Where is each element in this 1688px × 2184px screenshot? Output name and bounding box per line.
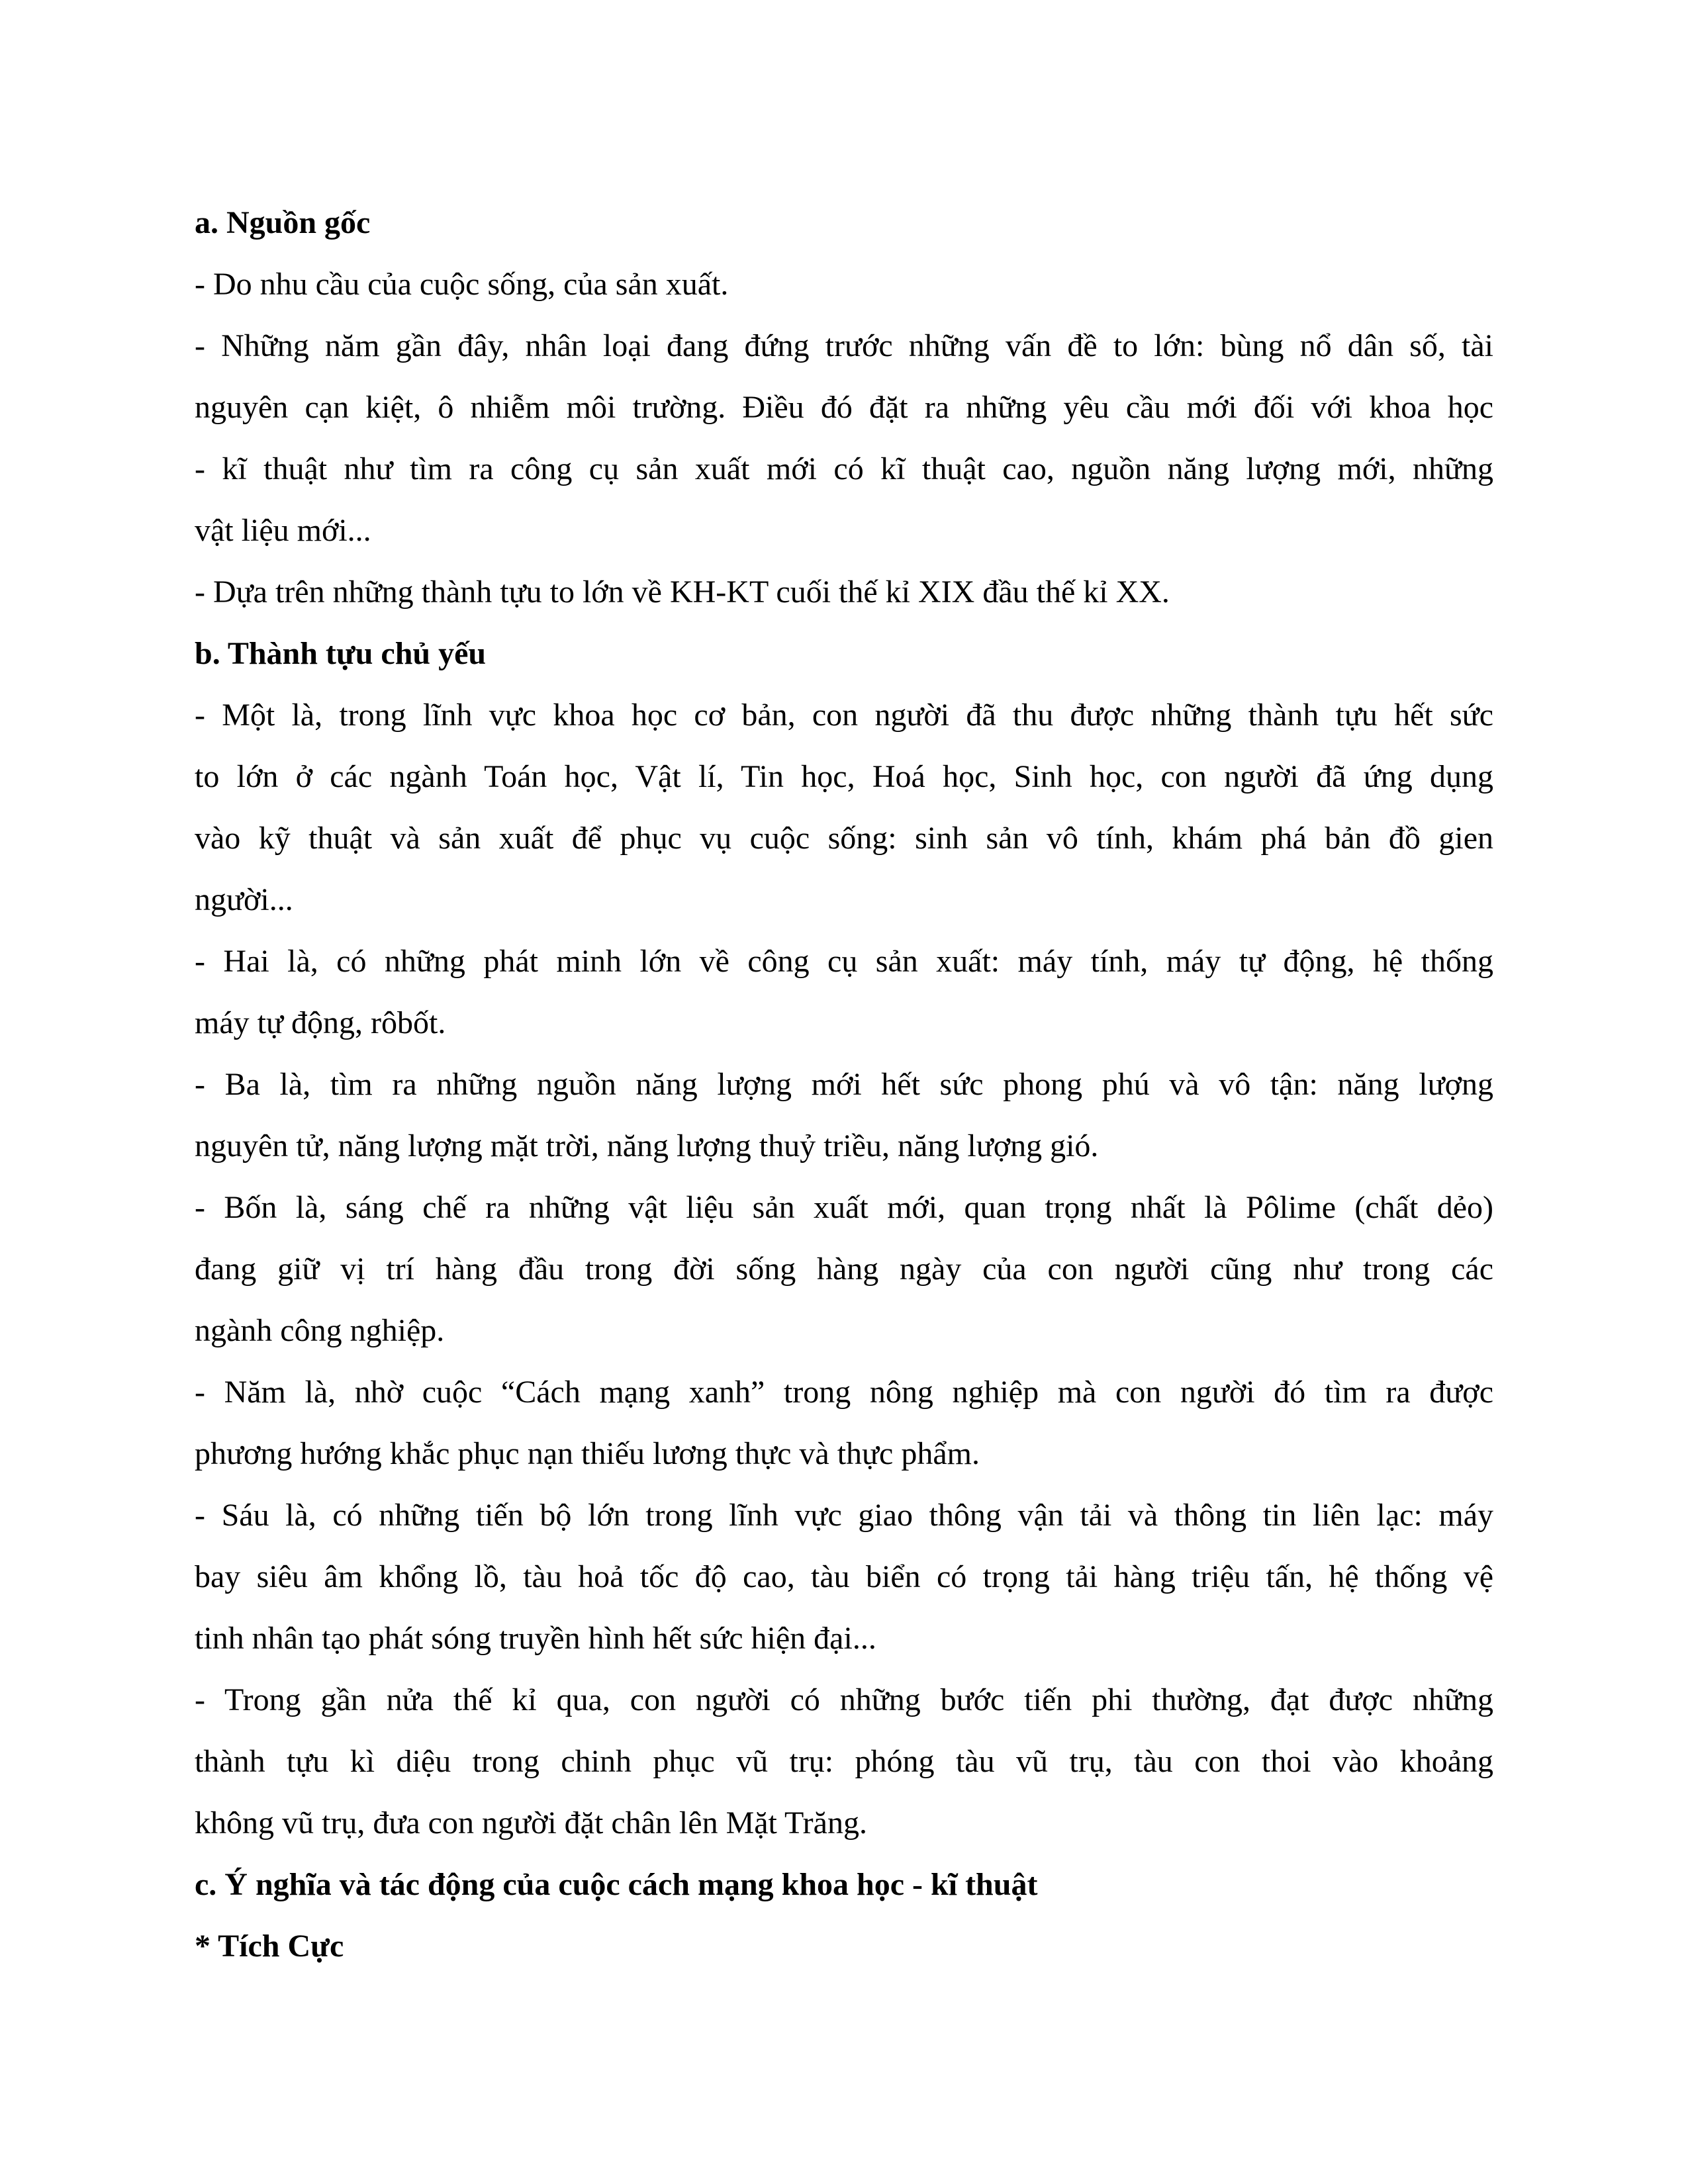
section-b-paragraph-4-line-3: ngành công nghiệp. [195,1313,445,1348]
section-b-paragraph-7-line-2: thành tựu kì diệu trong chinh phục vũ trụ: phóng tàu vũ trụ, tàu con thoi vào khoảng [195,1744,1493,1779]
section-b-heading: b. Thành tựu chủ yếu [195,636,487,671]
section-b-paragraph-4-line-1: - Bốn là, sáng chế ra những vật liệu sản xuất mới, quan trọng nhất là Pôlime (chất dẻo) [195,1190,1493,1225]
section-a-paragraph-3: - Dựa trên những thành tựu to lớn về KH-KT cuối thế kỉ XIX đầu thế kỉ XX. [195,574,1170,610]
section-b-paragraph-6-line-2: bay siêu âm khổng lồ, tàu hoả tốc độ cao, tàu biển có trọng tải hàng triệu tấn, hệ thống vệ [195,1559,1493,1594]
section-c-heading: c. Ý nghĩa và tác động của cuộc cách mạng khoa học - kĩ thuật [195,1867,1038,1902]
section-b-paragraph-1-line-3: vào kỹ thuật và sản xuất để phục vụ cuộc sống: sinh sản vô tính, khám phá bản đồ gien [195,821,1493,856]
section-b-paragraph-2-line-2: máy tự động, rôbốt. [195,1005,446,1040]
section-a-paragraph-2-line-4: vật liệu mới... [195,513,371,548]
section-c-subheading: * Tích Cực [195,1929,344,1964]
document-body [195,192,1493,1977]
section-b-paragraph-1-line-2: to lớn ở các ngành Toán học, Vật lí, Tin học, Hoá học, Sinh học, con người đã ứng dụng [195,759,1493,794]
section-b-paragraph-2-line-1: - Hai là, có những phát minh lớn về công cụ sản xuất: máy tính, máy tự động, hệ thống [195,944,1493,979]
section-b-paragraph-3-line-2: nguyên tử, năng lượng mặt trời, năng lượng thuỷ triều, năng lượng gió. [195,1128,1099,1163]
section-b-paragraph-3-line-1: - Ba là, tìm ra những nguồn năng lượng mới hết sức phong phú và vô tận: năng lượng [195,1067,1493,1102]
section-b-paragraph-6-line-1: - Sáu là, có những tiến bộ lớn trong lĩnh vực giao thông vận tải và thông tin liên lạc: máy [195,1498,1493,1533]
section-b-paragraph-6-line-3: tinh nhân tạo phát sóng truyền hình hết sức hiện đại... [195,1621,876,1656]
section-b-paragraph-7-line-1: - Trong gần nửa thế kỉ qua, con người có những bước tiến phi thường, đạt được những [195,1682,1493,1717]
section-b-paragraph-7-line-3: không vũ trụ, đưa con người đặt chân lên Mặt Trăng. [195,1805,867,1841]
section-a-paragraph-1: - Do nhu cầu của cuộc sống, của sản xuất. [195,267,729,302]
section-b-paragraph-5-line-1: - Năm là, nhờ cuộc “Cách mạng xanh” trong nông nghiệp mà con người đó tìm ra được [195,1375,1493,1410]
section-a-paragraph-2-line-1: - Những năm gần đây, nhân loại đang đứng trước những vấn đề to lớn: bùng nổ dân số, tài [195,328,1493,363]
section-b-paragraph-5-line-2: phương hướng khắc phục nạn thiếu lương thực và thực phẩm. [195,1436,980,1471]
section-a-paragraph-2-line-2: nguyên cạn kiệt, ô nhiễm môi trường. Điều đó đặt ra những yêu cầu mới đối với khoa học [195,390,1493,425]
section-b-paragraph-4-line-2: đang giữ vị trí hàng đầu trong đời sống hàng ngày của con người cũng như trong các [195,1251,1493,1287]
section-a-paragraph-2-line-3: - kĩ thuật như tìm ra công cụ sản xuất mới có kĩ thuật cao, nguồn năng lượng mới, những [195,451,1493,486]
section-b-paragraph-1-line-1: - Một là, trong lĩnh vực khoa học cơ bản, con người đã thu được những thành tựu hết sức [195,698,1493,733]
section-b-paragraph-1-line-4: người... [195,882,293,917]
section-a-heading: a. Nguồn gốc [195,205,371,240]
